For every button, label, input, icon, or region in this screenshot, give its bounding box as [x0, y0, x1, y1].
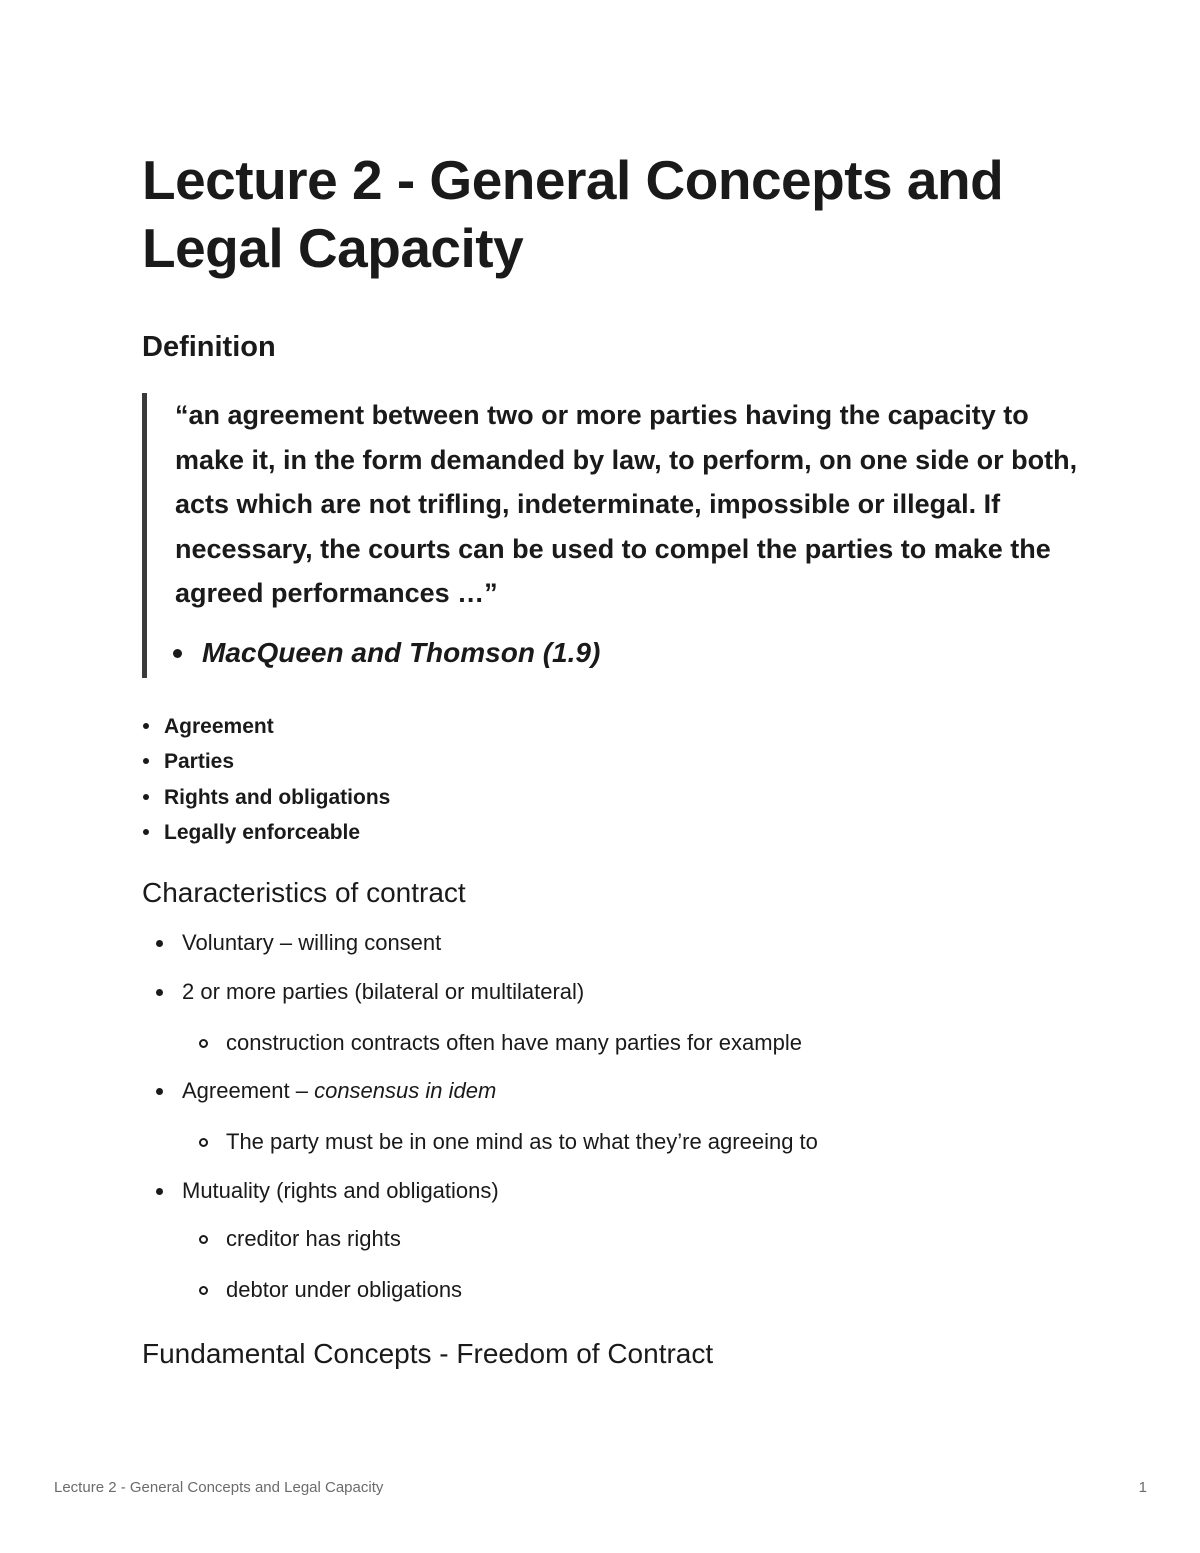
characteristics-heading: Characteristics of contract	[142, 877, 466, 908]
footer-title: Lecture 2 - General Concepts and Legal Capacity	[54, 1479, 384, 1496]
list-item: Rights and obligations	[142, 780, 390, 815]
list-item: Voluntary – willing consent	[182, 928, 441, 958]
page-number: 1	[1138, 1479, 1147, 1496]
page-title: Lecture 2 - General Concepts and Legal Capacity	[142, 149, 1004, 279]
latin-term: consensus in idem	[314, 1078, 497, 1103]
sub-list-item: construction contracts often have many parties for example	[226, 1028, 802, 1058]
quote-citation: MacQueen and Thomson (1.9)	[202, 637, 601, 668]
definition-blockquote	[142, 393, 1077, 678]
list-item: Mutuality (rights and obligations)	[182, 1176, 499, 1206]
sub-list-item: debtor under obligations	[226, 1275, 462, 1305]
list-item-text: Agreement –	[182, 1078, 315, 1103]
sub-list-item: creditor has rights	[226, 1224, 401, 1254]
list-item: 2 or more parties (bilateral or multilateral)	[182, 977, 584, 1007]
list-item: Parties	[142, 744, 390, 779]
list-item	[182, 1076, 496, 1106]
list-item: Legally enforceable	[142, 815, 390, 850]
contract-elements-list	[142, 709, 390, 850]
definition-heading: Definition	[142, 331, 276, 363]
list-item: Agreement	[142, 709, 390, 744]
fundamental-concepts-heading: Fundamental Concepts - Freedom of Contract	[142, 1338, 714, 1369]
sub-list-item: The party must be in one mind as to what they’re agreeing to	[226, 1127, 818, 1157]
definition-quote-text: “an agreement between two or more parties having the capacity to make it, in the form demanded by law, to perform, on one side or both, acts which are not trifling, indeterminate, impossible or illegal. If necessary, the courts can be used to compel the parties to make the agreed performances …”	[175, 400, 1078, 608]
